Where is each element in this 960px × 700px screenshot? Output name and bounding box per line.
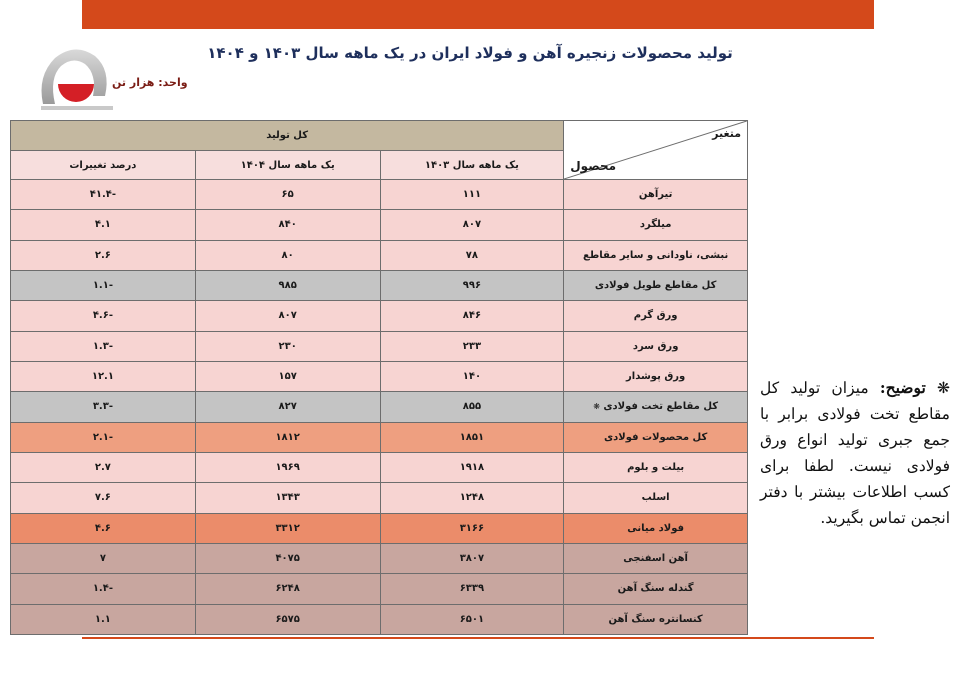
value-1404-cell: ۱۳۴۳ — [195, 483, 380, 513]
value-1404-cell: ۶۲۴۸ — [195, 574, 380, 604]
product-cell: اسلب — [564, 483, 748, 513]
value-1403-cell: ۲۳۳ — [380, 331, 564, 361]
note-text: میزان تولید کل مقاطع تخت فولادی برابر با جمع جبری تولید انواع ورق فولادی نیست. لطفا برای کسب اطلاعات بیشتر با دفتر انجمن تماس بگیرید. — [760, 379, 950, 527]
change-cell: ۱۲.۱ — [11, 361, 196, 391]
header-product: محصول — [570, 159, 617, 173]
product-cell: کل مقاطع طویل فولادی — [564, 270, 748, 300]
table-row-total — [11, 422, 748, 452]
bottom-accent-line — [82, 637, 874, 639]
value-1404-cell: ۸۰۷ — [195, 301, 380, 331]
product-cell: ورق گرم — [564, 301, 748, 331]
product-cell: تیرآهن — [564, 180, 748, 210]
table-row — [11, 452, 748, 482]
value-1403-cell: ۸۴۶ — [380, 301, 564, 331]
value-1403-cell: ۳۸۰۷ — [380, 543, 564, 573]
product-cell: بیلت و بلوم — [564, 452, 748, 482]
change-cell: ۱.۱- — [11, 270, 196, 300]
table-row-raw — [11, 604, 748, 634]
value-1403-cell: ۸۰۷ — [380, 210, 564, 240]
asterisk-marker: ❋ — [593, 402, 600, 412]
value-1403-cell: ۷۸ — [380, 240, 564, 270]
product-cell: آهن اسفنجی — [564, 543, 748, 573]
value-1403-cell: ۱۴۰ — [380, 361, 564, 391]
table-row — [11, 240, 748, 270]
note-marker: ❋ — [937, 379, 950, 397]
association-logo-icon — [33, 42, 117, 112]
change-cell: ۴.۶ — [11, 513, 196, 543]
page-title: تولید محصولات زنجیره آهن و فولاد ایران در یک ماهه سال ۱۴۰۳ و ۱۴۰۴ — [207, 44, 733, 62]
change-cell: ۴.۱ — [11, 210, 196, 240]
product-cell: فولاد میانی — [564, 513, 748, 543]
product-cell — [564, 392, 748, 422]
product-cell: گندله سنگ آهن — [564, 574, 748, 604]
production-table — [10, 120, 748, 635]
change-cell: ۲.۱- — [11, 422, 196, 452]
header-1404: یک ماهه سال ۱۴۰۴ — [195, 151, 380, 180]
value-1404-cell: ۸۴۰ — [195, 210, 380, 240]
value-1404-cell: ۸۰ — [195, 240, 380, 270]
change-cell: ۴.۶- — [11, 301, 196, 331]
table-row-raw — [11, 574, 748, 604]
value-1403-cell: ۱۸۵۱ — [380, 422, 564, 452]
product-cell: نبشی، ناودانی و سایر مقاطع — [564, 240, 748, 270]
product-cell: ورق سرد — [564, 331, 748, 361]
change-cell: ۱.۴- — [11, 574, 196, 604]
top-accent-bar — [82, 0, 874, 29]
product-cell: میلگرد — [564, 210, 748, 240]
table-row — [11, 483, 748, 513]
unit-label: واحد: هزار تن — [112, 76, 188, 89]
note-label: توضیح: — [879, 378, 926, 397]
value-1403-cell: ۱۹۱۸ — [380, 452, 564, 482]
value-1403-cell: ۶۳۳۹ — [380, 574, 564, 604]
value-1404-cell: ۹۸۵ — [195, 270, 380, 300]
value-1403-cell: ۳۱۶۶ — [380, 513, 564, 543]
table-row — [11, 331, 748, 361]
value-1404-cell: ۲۳۰ — [195, 331, 380, 361]
product-cell: کل محصولات فولادی — [564, 422, 748, 452]
value-1403-cell: ۱۲۴۸ — [380, 483, 564, 513]
change-cell: ۴۱.۴- — [11, 180, 196, 210]
value-1403-cell: ۶۵۰۱ — [380, 604, 564, 634]
corner-header-cell — [564, 121, 748, 180]
table-row-raw — [11, 543, 748, 573]
explanation-note — [760, 375, 950, 531]
table-row — [11, 301, 748, 331]
table-row-subtotal — [11, 392, 748, 422]
change-cell: ۷.۶ — [11, 483, 196, 513]
value-1404-cell: ۴۰۷۵ — [195, 543, 380, 573]
value-1404-cell: ۱۸۱۲ — [195, 422, 380, 452]
table-row-subtotal — [11, 270, 748, 300]
change-cell: ۲.۷ — [11, 452, 196, 482]
value-1404-cell: ۳۳۱۲ — [195, 513, 380, 543]
value-1403-cell: ۸۵۵ — [380, 392, 564, 422]
header-total-production: کل تولید — [11, 121, 564, 151]
value-1404-cell: ۶۵ — [195, 180, 380, 210]
header-1403: یک ماهه سال ۱۴۰۳ — [380, 151, 564, 180]
product-cell: کنسانتره سنگ آهن — [564, 604, 748, 634]
change-cell: ۳.۳- — [11, 392, 196, 422]
table-row — [11, 210, 748, 240]
value-1404-cell: ۱۹۶۹ — [195, 452, 380, 482]
value-1403-cell: ۱۱۱ — [380, 180, 564, 210]
product-cell: ورق پوشدار — [564, 361, 748, 391]
value-1404-cell: ۸۲۷ — [195, 392, 380, 422]
header-change: درصد تغییرات — [11, 151, 196, 180]
table-row — [11, 361, 748, 391]
change-cell: ۱.۳- — [11, 331, 196, 361]
value-1403-cell: ۹۹۶ — [380, 270, 564, 300]
table-row — [11, 180, 748, 210]
value-1404-cell: ۱۵۷ — [195, 361, 380, 391]
header-variable: متغیر — [712, 127, 741, 140]
change-cell: ۷ — [11, 543, 196, 573]
change-cell: ۱.۱ — [11, 604, 196, 634]
product-label: کل مقاطع تخت فولادی — [603, 401, 719, 413]
value-1404-cell: ۶۵۷۵ — [195, 604, 380, 634]
table-row-intermediate — [11, 513, 748, 543]
change-cell: ۲.۶ — [11, 240, 196, 270]
